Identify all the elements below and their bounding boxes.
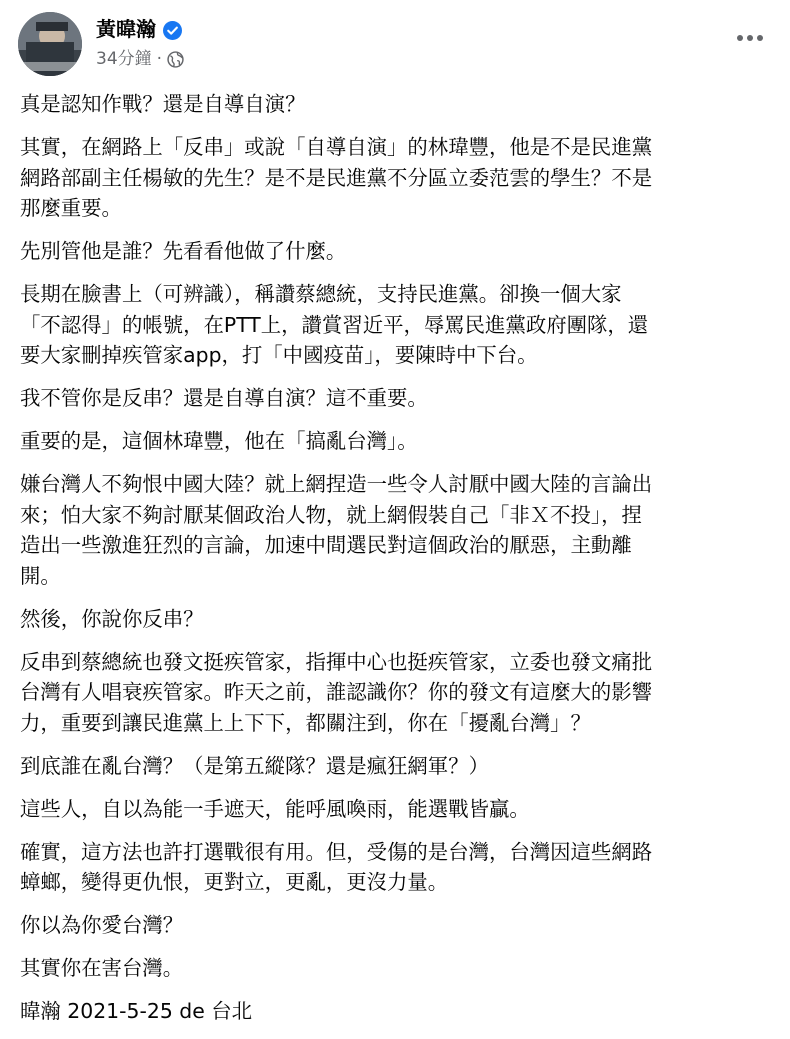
post-timestamp[interactable]: 34分鐘 [96,49,152,69]
post-paragraph [20,279,772,371]
author-avatar[interactable] [18,12,82,76]
post-paragraph [20,89,772,120]
avatar-photo [18,12,82,76]
post-line: 蟑螂，變得更仇恨，更對立，更亂，更沒力量。 [20,870,449,894]
post-line: 「不認得」的帳號，在PTT上，讚賞習近平，辱罵民進黨政府團隊，還 [20,312,649,337]
post-line: 到底誰在亂台灣？（是第五縱隊？還是瘋狂網軍？） [20,753,489,778]
post-paragraph [20,604,772,635]
post-paragraph [20,426,772,457]
author-name[interactable]: 黃暐瀚 [96,17,156,41]
post-header [18,12,776,78]
post-paragraph [20,132,772,224]
post-paragraph [20,794,772,825]
post-line: 你以為你愛台灣？ [20,913,184,937]
post-line: 造出一些激進狂烈的言論，加速中間選民對這個政治的厭惡，主動離 [20,533,632,557]
post-paragraph [20,837,772,898]
verified-badge-icon [163,20,182,39]
post-line: 這些人，自以為能一手遮天，能呼風喚雨，能選戰皆贏。 [20,796,530,821]
more-options-icon [757,35,763,41]
post-line: 真是認知作戰？還是自導自演？ [20,92,306,116]
post-line: 確實，這方法也許打選戰很有用。但，受傷的是台灣，台灣因這些網路 [20,839,653,864]
post-paragraph [20,383,772,414]
post-line: 其實你在害台灣。 [20,956,184,980]
post-paragraph [20,647,772,739]
more-options-icon [747,35,753,41]
post-signature [20,996,772,1027]
post-line: 長期在臉書上（可辨識），稱讚蔡總統，支持民進黨。卻換一個大家 [20,282,622,306]
post-meta [96,48,184,70]
post-body [20,89,772,1039]
post-line: 暐瀚 2021-5-25 de 台北 [20,999,253,1023]
post-line: 其實，在網路上「反串」或說「自導自演」的林瑋豐，他是不是民進黨 [20,135,653,159]
post-line: 嫌台灣人不夠恨中國大陸？就上網捏造一些令人討厭中國大陸的言論出 [20,472,653,496]
post-line: 我不管你是反串？還是自導自演？這不重要。 [20,386,428,410]
post-line: 要大家刪掉疾管家app，打「中國疫苗」，要陳時中下台。 [20,343,538,367]
post-paragraph [20,910,772,941]
post-line: 來；怕大家不夠討厭某個政治人物，就上網假裝自己「非Ｘ不投」，捏 [20,502,642,527]
post-line: 網路部副主任楊敏的先生？是不是民進黨不分區立委范雲的學生？不是 [20,165,653,190]
post-paragraph [20,469,772,591]
post-line: 開。 [20,563,61,588]
post-line: 先別管他是誰？先看看他做了什麼。 [20,239,347,263]
post-paragraph [20,751,772,782]
meta-separator: · [156,49,163,69]
more-options-icon [737,35,743,41]
post-paragraph [20,236,772,267]
post-line: 台灣有人唱衰疾管家。昨天之前，誰認識你？你的發文有這麼大的影響 [20,680,653,704]
globe-icon[interactable] [167,51,184,68]
post-line: 重要的是，這個林瑋豐，他在「搞亂台灣」。 [20,429,418,453]
post-line: 然後，你說你反串？ [20,606,204,631]
more-options-button[interactable] [732,26,768,50]
post-line: 反串到蔡總統也發文挺疾管家，指揮中心也挺疾管家，立委也發文痛批 [20,649,653,674]
post-paragraph [20,953,772,984]
post-line: 那麼重要。 [20,196,122,220]
author-name-row [96,16,182,42]
post-line: 力，重要到讓民進黨上上下下，都關注到，你在「擾亂台灣」？ [20,710,591,735]
